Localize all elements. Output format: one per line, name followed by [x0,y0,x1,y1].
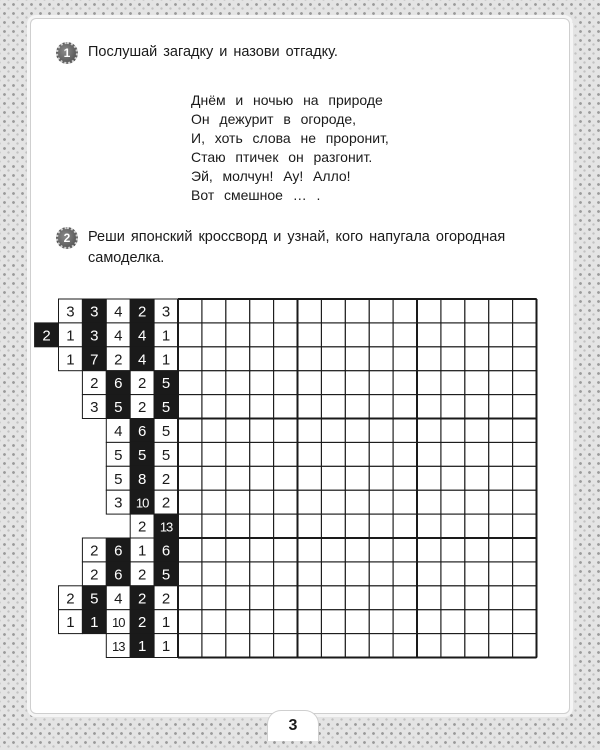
grid-cell [393,514,417,538]
grid-cell [441,514,465,538]
grid-cell [345,371,369,395]
grid-cell [465,442,489,466]
grid-cell [489,586,513,610]
grid-cell [202,538,226,562]
grid-cell [321,395,345,419]
grid-cell [417,466,441,490]
grid-cell [250,395,274,419]
grid-cell [321,562,345,586]
clue-number: 1 [137,638,147,656]
grid-cell [489,395,513,419]
grid-cell [393,371,417,395]
grid-cell [513,347,537,371]
grid-cell [178,634,202,658]
grid-cell [489,442,513,466]
grid-cell [345,419,369,443]
grid-cell [489,490,513,514]
grid-cell [465,347,489,371]
grid-cell [226,610,250,634]
grid-cell [178,442,202,466]
clue-number: 2 [137,518,147,536]
grid-cell [441,538,465,562]
grid-cell [321,323,345,347]
grid-cell [369,634,393,658]
grid-cell [202,586,226,610]
grid-cell [489,299,513,323]
grid-cell [369,466,393,490]
clue-number: 10 [112,615,125,631]
grid-cell [178,371,202,395]
grid-cell [202,419,226,443]
grid-cell [226,586,250,610]
clue-number: 3 [90,399,99,417]
clue-number: 6 [137,422,147,440]
grid-cell [417,299,441,323]
grid-cell [298,514,322,538]
grid-cell [321,538,345,562]
grid-cell [202,562,226,586]
grid-cell [441,419,465,443]
grid-cell [178,538,202,562]
clue-number: 5 [90,590,99,608]
grid-cell [513,634,537,658]
grid-cell [513,323,537,347]
grid-cell [274,442,298,466]
grid-cell [250,442,274,466]
poem-line: Он дежурит в огороде, [191,111,357,127]
clue-number: 1 [66,351,75,369]
grid-cell [226,634,250,658]
grid-cell [274,514,298,538]
clue-number: 3 [66,303,75,321]
clue-number: 2 [137,614,147,632]
grid-cell [441,323,465,347]
grid-cell [489,323,513,347]
grid-cell [369,347,393,371]
grid-cell [298,562,322,586]
grid-cell [489,538,513,562]
grid-cell [178,299,202,323]
grid-cell [345,323,369,347]
grid-cell [513,299,537,323]
clue-number: 10 [135,495,149,511]
grid-cell [393,299,417,323]
grid-cell [369,538,393,562]
grid-cell [226,538,250,562]
grid-cell [178,562,202,586]
clue-number: 5 [114,399,123,417]
grid-cell [441,586,465,610]
grid-cell [441,634,465,658]
grid-cell [321,442,345,466]
clue-number: 1 [161,351,171,369]
grid-cell [465,538,489,562]
grid-cell [417,347,441,371]
grid-cell [178,610,202,634]
grid-cell [250,419,274,443]
clue-number: 5 [161,399,171,417]
grid-cell [393,610,417,634]
grid-cell [298,610,322,634]
clue-number: 6 [114,566,123,584]
grid-cell [513,490,537,514]
grid-cell [202,323,226,347]
clue-number: 8 [137,470,147,488]
grid-cell [274,347,298,371]
grid-cell [393,419,417,443]
grid-cell [250,538,274,562]
grid-cell [250,466,274,490]
task-1-instruction: Послушай загадку и назови отгадку. [88,44,338,60]
grid-cell [178,323,202,347]
grid-cell [513,514,537,538]
grid-cell [393,466,417,490]
clue-number: 6 [114,375,123,393]
grid-cell [321,490,345,514]
grid-cell [274,490,298,514]
clue-number: 5 [161,422,171,440]
grid-cell [250,299,274,323]
clue-number: 4 [137,327,147,345]
grid-cell [202,466,226,490]
grid-cell [321,466,345,490]
poem-line: Стаю птичек он разгонит. [191,149,373,165]
grid-cell [178,514,202,538]
grid-cell [321,514,345,538]
grid-cell [226,442,250,466]
clue-number: 6 [114,542,123,560]
clue-number: 1 [161,638,171,656]
grid-cell [345,538,369,562]
grid-cell [369,514,393,538]
grid-cell [369,323,393,347]
grid-cell [369,395,393,419]
grid-cell [465,419,489,443]
clue-number: 3 [161,303,171,321]
clue-number: 2 [90,375,99,393]
grid-cell [513,442,537,466]
grid-cell [226,371,250,395]
grid-cell [441,371,465,395]
grid-cell [369,562,393,586]
clue-number: 7 [90,351,99,369]
clue-number: 13 [112,639,125,655]
grid-cell [513,538,537,562]
grid-cell [178,347,202,371]
grid-cell [417,586,441,610]
grid-cell [417,395,441,419]
task-2-line-1: Реши японский кроссворд и узнай, кого напугала огородная [88,229,506,245]
clue-number: 4 [114,327,123,345]
grid-cell [345,562,369,586]
grid-cell [465,562,489,586]
grid-cell [489,371,513,395]
grid-cell [345,586,369,610]
grid-cell [298,419,322,443]
grid-cell [417,323,441,347]
grid-cell [513,466,537,490]
clue-number: 2 [66,590,75,608]
grid-cell [417,490,441,514]
grid-cell [465,371,489,395]
grid-cell [369,299,393,323]
poem-line: Эй, молчун! Ау! Алло! [191,168,351,184]
clue-number: 4 [114,303,123,321]
grid-cell [393,586,417,610]
grid-cell [250,610,274,634]
grid-cell [250,514,274,538]
grid-cell [226,299,250,323]
clue-number: 4 [137,351,147,369]
grid-cell [250,562,274,586]
grid-cell [489,347,513,371]
grid-cell [178,586,202,610]
grid-cell [489,419,513,443]
grid-cell [226,490,250,514]
grid-cell [202,347,226,371]
grid-cell [417,419,441,443]
grid-cell [226,347,250,371]
clue-number: 5 [114,470,123,488]
task-2-badge: 2 [56,227,78,249]
clue-number: 1 [137,542,147,560]
clue-number: 2 [161,494,171,512]
grid-cell [274,299,298,323]
grid-cell [345,395,369,419]
clue-number: 1 [90,614,99,632]
grid-cell [226,562,250,586]
clue-number: 2 [90,542,99,560]
grid-cell [298,586,322,610]
grid-cell [274,538,298,562]
grid-cell [274,371,298,395]
grid-cell [298,323,322,347]
grid-cell [465,395,489,419]
grid-cell [393,395,417,419]
clue-number: 2 [90,566,99,584]
grid-cell [274,395,298,419]
grid-cell [441,466,465,490]
grid-cell [345,634,369,658]
grid-cell [298,442,322,466]
grid-cell [202,442,226,466]
clue-number: 4 [114,590,123,608]
clue-number: 2 [137,566,147,584]
clue-number: 2 [161,590,171,608]
grid-cell [226,323,250,347]
grid-cell [274,586,298,610]
task-2-line-2: самоделка. [88,250,165,266]
grid-cell [298,538,322,562]
grid-cell [250,323,274,347]
clue-number: 5 [114,446,123,464]
grid-cell [202,634,226,658]
grid-cell [226,395,250,419]
grid-cell [393,538,417,562]
grid-cell [393,634,417,658]
grid-cell [489,562,513,586]
grid-cell [513,586,537,610]
grid-cell [369,490,393,514]
clue-number: 1 [161,327,171,345]
grid-cell [513,610,537,634]
grid-cell [298,395,322,419]
grid-cell [465,466,489,490]
clue-number: 6 [161,542,171,560]
grid-cell [369,371,393,395]
grid-cell [321,419,345,443]
grid-cell [417,442,441,466]
grid-cell [489,466,513,490]
grid-cell [298,299,322,323]
grid-cell [489,610,513,634]
grid-cell [321,347,345,371]
grid-cell [369,610,393,634]
grid-cell [178,419,202,443]
grid-cell [441,442,465,466]
grid-cell [250,371,274,395]
grid-cell [298,371,322,395]
grid-cell [345,347,369,371]
grid-cell [202,490,226,514]
grid-cell [321,586,345,610]
grid-cell [274,323,298,347]
grid-cell [202,371,226,395]
clue-number: 2 [114,351,123,369]
grid-cell [513,562,537,586]
grid-cell [417,371,441,395]
grid-cell [465,610,489,634]
clue-number: 13 [159,519,173,535]
grid-cell [226,466,250,490]
grid-cell [417,538,441,562]
grid-cell [298,634,322,658]
grid-cell [489,514,513,538]
grid-cell [298,490,322,514]
grid-cell [250,634,274,658]
grid-cell [465,514,489,538]
clue-number: 5 [161,566,171,584]
clue-number: 3 [114,494,123,512]
grid-cell [345,442,369,466]
poem-line: Вот смешное … . [191,187,321,203]
grid-cell [369,442,393,466]
clue-number: 1 [161,614,171,632]
grid-cell [226,514,250,538]
grid-cell [202,610,226,634]
grid-cell [345,299,369,323]
grid-cell [513,419,537,443]
poem-line: Днём и ночью на природе [191,92,383,108]
grid-cell [202,395,226,419]
grid-cell [321,299,345,323]
grid-cell [369,586,393,610]
grid-cell [274,610,298,634]
grid-cell [226,419,250,443]
grid-cell [441,562,465,586]
grid-cell [274,634,298,658]
grid-cell [274,562,298,586]
grid-cell [321,371,345,395]
grid-cell [202,299,226,323]
clue-number: 2 [137,375,147,393]
grid-cell [513,395,537,419]
page-number: 3 [267,710,319,741]
grid-cell [298,347,322,371]
clue-number: 3 [90,327,99,345]
grid-cell [417,514,441,538]
task-1-badge: 1 [56,42,78,64]
grid-cell [250,347,274,371]
clue-number: 2 [137,303,147,321]
grid-cell [441,395,465,419]
grid-cell [178,466,202,490]
grid-cell [393,562,417,586]
clue-number: 5 [161,375,171,393]
grid-cell [465,490,489,514]
grid-cell [250,586,274,610]
grid-cell [441,347,465,371]
grid-cell [465,299,489,323]
grid-cell [369,419,393,443]
grid-cell [465,586,489,610]
grid-cell [393,347,417,371]
grid-cell [513,371,537,395]
grid-cell [417,562,441,586]
grid-cell [178,395,202,419]
grid-cell [441,299,465,323]
clue-number: 2 [161,470,171,488]
clue-number: 2 [137,399,147,417]
clue-number: 3 [90,303,99,321]
grid-cell [417,610,441,634]
clue-number: 2 [137,590,147,608]
clue-number: 5 [137,446,147,464]
grid-cell [465,634,489,658]
grid-cell [345,514,369,538]
grid-cell [393,490,417,514]
clue-number: 1 [66,614,75,632]
grid-cell [321,634,345,658]
grid-cell [274,466,298,490]
grid-cell [345,466,369,490]
grid-cell [441,490,465,514]
grid-cell [489,634,513,658]
poem-line: И, хоть слова не проронит, [191,130,389,146]
clue-number: 2 [42,327,51,345]
grid-cell [417,634,441,658]
grid-cell [202,514,226,538]
grid-cell [298,466,322,490]
grid-cell [250,490,274,514]
grid-cell [441,610,465,634]
grid-cell [393,442,417,466]
grid-cell [345,610,369,634]
grid-cell [321,610,345,634]
clue-number: 1 [66,327,75,345]
grid-cell [465,323,489,347]
grid-cell [393,323,417,347]
clue-number: 5 [161,446,171,464]
clue-number: 4 [114,422,123,440]
grid-cell [178,490,202,514]
grid-cell [345,490,369,514]
grid-cell [274,419,298,443]
